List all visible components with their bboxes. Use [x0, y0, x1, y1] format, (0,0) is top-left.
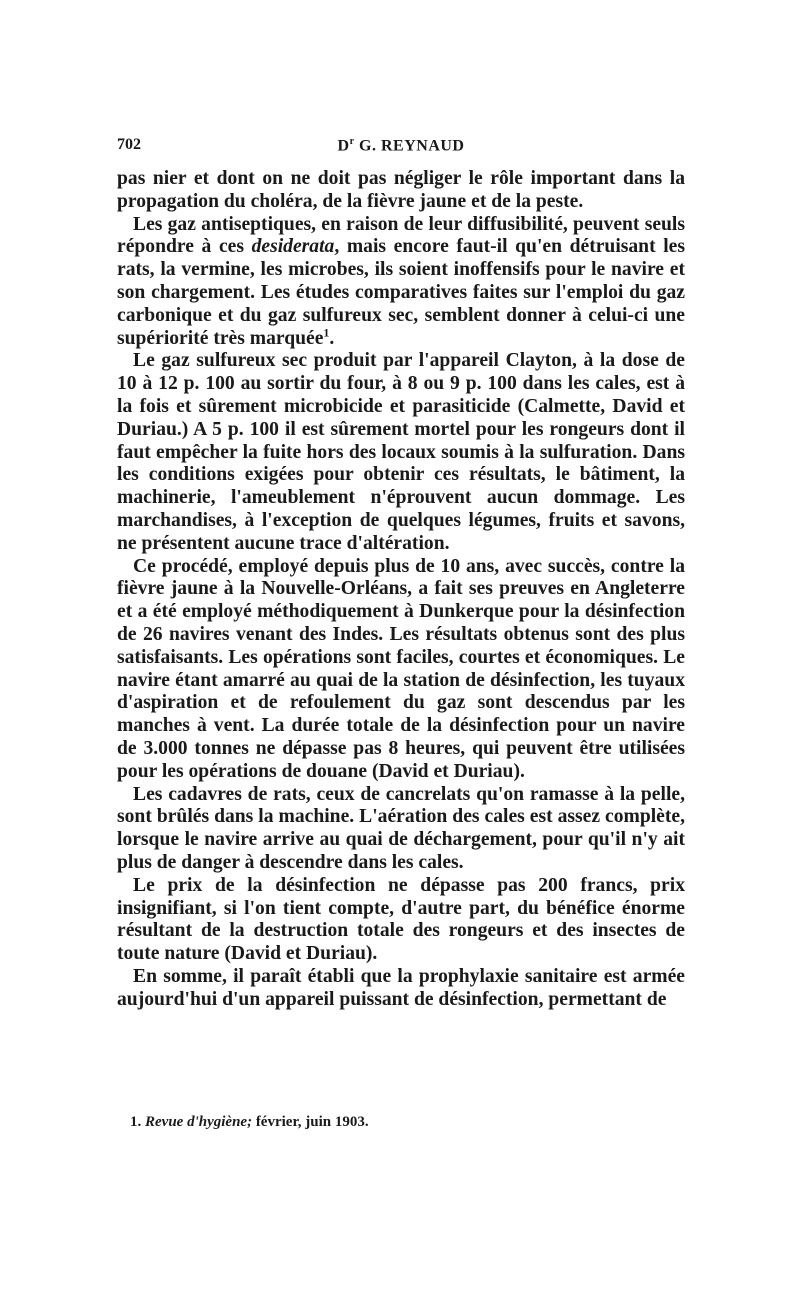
paragraph-text: En somme, il paraît établi que la prophylaxie sanitaire est armée aujourd'hui d'un appareil puissant de désinfection, permettant de — [117, 965, 685, 1010]
author-title-sup: r — [349, 136, 355, 147]
paragraph-text: Le gaz sulfureux sec produit par l'appareil Clayton, à la dose de 10 à 12 p. 100 au sortir du four, à 8 ou 9 p. 100 dans les cales, est à la fois et sûrement microbicide et parasiticide (Calmette, David et Duriau.) A 5 p. 100 il est sûrement mortel pour les rongeurs dont il faut empêcher la fuite hors des locaux soumis à la sulfuration. Dans les conditions exigées pour obtenir ces résultats, le bâtiment, la machinerie, l'ameublement n'éprouvent aucun dommage. Les marchandises, à l'exception de quelques légumes, fruits et savons, ne présentent aucune trace d'altération. — [117, 350, 685, 554]
paragraph — [117, 966, 685, 1012]
paragraph-text: Les cadavres de rats, ceux de cancrelats qu'on ramasse à la pelle, sont brûlés dans la machine. L'aération des cales est assez complète, lorsque le navire arrive au quai de déchargement, pour qu'il n'y ait plus de danger à descendre dans les cales. — [117, 783, 685, 873]
latin-emphasis: desiderata — [251, 236, 335, 258]
author-prefix: D — [337, 137, 350, 155]
paragraph-text: Les gaz antiseptiques, en raison de leur diffusibilité, peuvent seuls répondre à ces — [117, 213, 685, 258]
paragraph — [117, 784, 685, 875]
footnote-journal: Revue d'hygiène; — [145, 1114, 253, 1130]
paragraph — [117, 168, 685, 214]
page-header — [117, 136, 685, 160]
paragraph-text: pas nier et dont on ne doit pas négliger le rôle important dans la propagation du choléra, de la fièvre jaune et de la peste. — [117, 168, 685, 212]
paragraph-text: , mais encore faut-il qu'en détruisant les rats, la vermine, les microbes, ils soient inoffensifs pour le navire et son chargement. Les études comparatives faites sur l'emploi du gaz carbonique et du gaz sulfureux sec, semblent donner à celui-ci une supériorité très marquée — [117, 236, 685, 349]
paragraph-text: Le prix de la désinfection ne dépasse pas 200 francs, prix insignifiant, si l'on tient compte, d'autre part, du bénéfice énorme résultant de la destruction totale des rongeurs et des insectes de toute nature (David et Duriau). — [117, 874, 685, 965]
footnote — [130, 1114, 685, 1131]
paragraph — [117, 214, 685, 351]
page-number: 702 — [117, 136, 141, 153]
running-head — [117, 136, 685, 155]
footnote-reference[interactable]: 1 — [323, 325, 330, 340]
author-name: G. REYNAUD — [354, 137, 465, 155]
paragraph — [117, 875, 685, 966]
footnote-number: 1. — [130, 1114, 142, 1130]
paragraph-text: Ce procédé, employé depuis plus de 10 ans, avec succès, contre la fièvre jaune à la Nouvelle-Orléans, a fait ses preuves en Angleterre et a été employé méthodiquement à Dunkerque pour la désinfection de 26 navires venant des Indes. Les résultats obtenus sont des plus satisfaisants. Les opérations sont faciles, courtes et économiques. Le navire étant amarré au quai de la station de désinfection, les tuyaux d'aspiration et de refoulement du gaz sont descendus par les manches à vent. La durée totale de la désinfection pour un navire de 3.000 tonnes ne dépasse pas 8 heures, qui peuvent être utilisées pour les opérations de douane (David et Duriau). — [117, 555, 685, 782]
paragraph — [117, 556, 685, 784]
paragraph — [117, 350, 685, 555]
body-text — [117, 168, 685, 1011]
paragraph-text: . — [329, 327, 335, 349]
footnote-text: février, juin 1903. — [252, 1114, 369, 1130]
